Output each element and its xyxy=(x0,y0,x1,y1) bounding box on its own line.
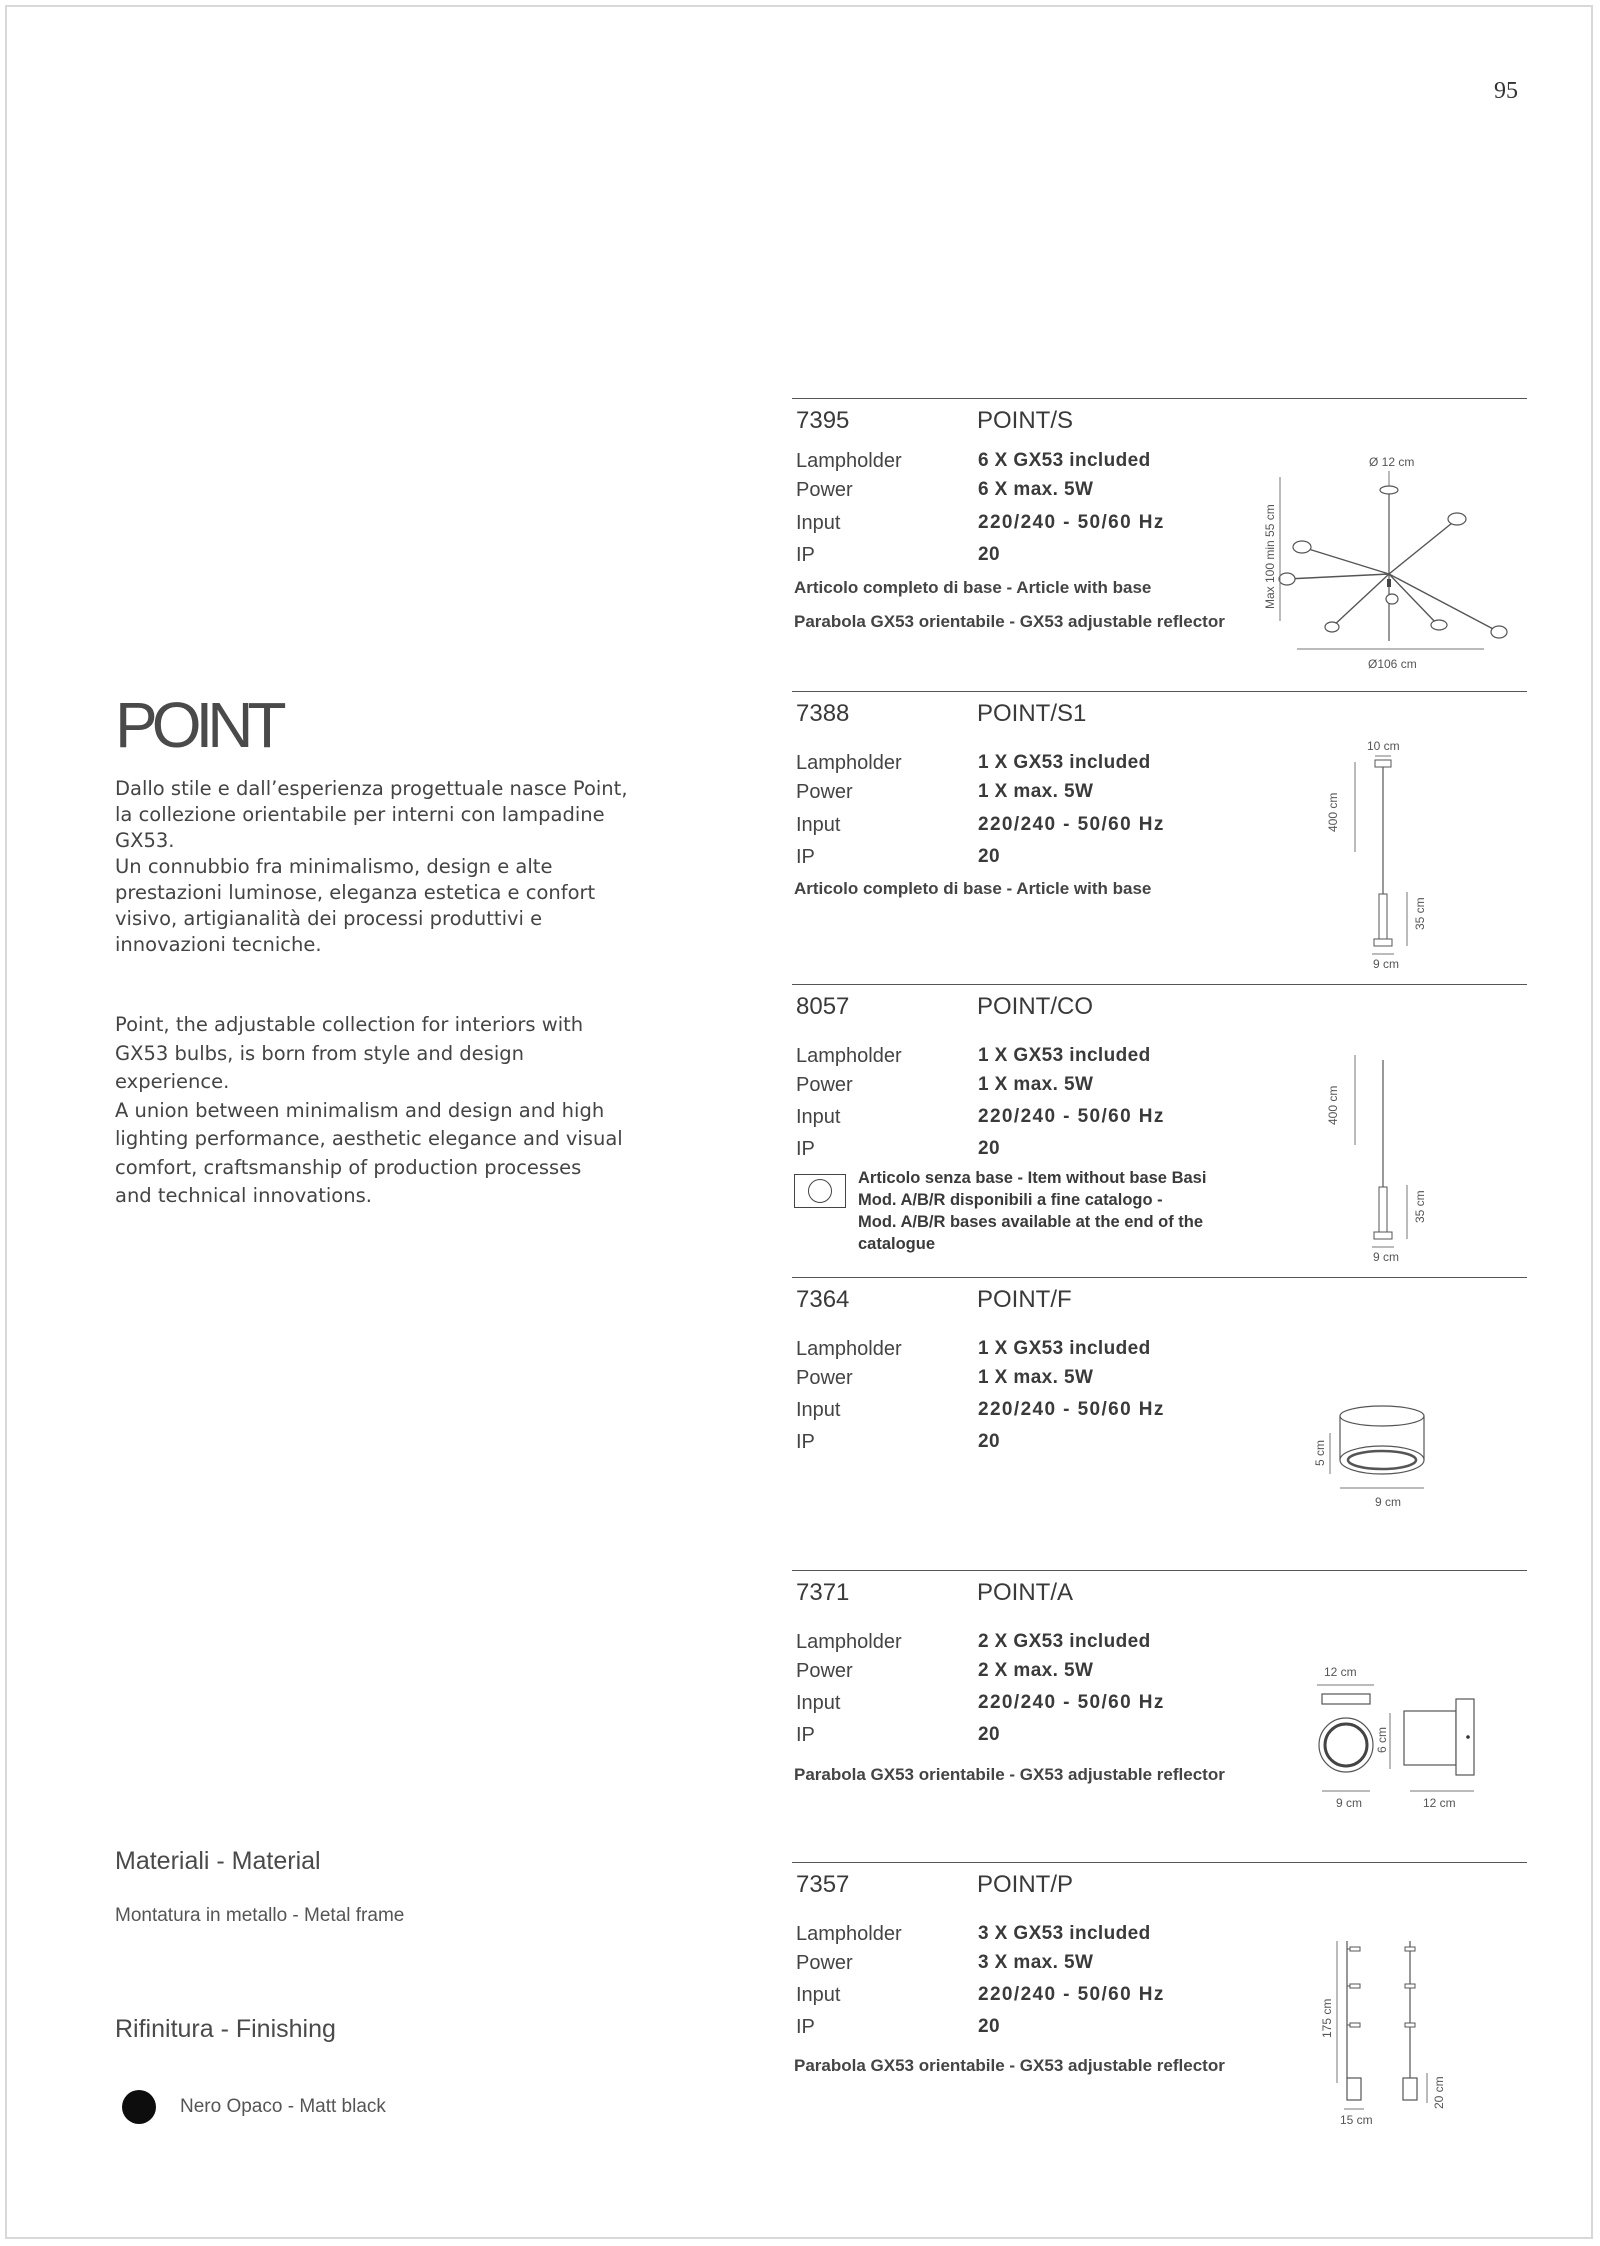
spec-label-ip: IP xyxy=(796,544,815,566)
spec-lampholder: 1 X GX53 included xyxy=(978,1045,1151,1066)
dim-side: 6 cm xyxy=(1375,1726,1389,1753)
dim-side: 400 cm xyxy=(1326,792,1340,832)
dim-side: Max 100 min 55 cm xyxy=(1263,504,1277,609)
spec-label-input: Input xyxy=(796,1106,841,1128)
note-no-base: Articolo senza base - Item without base Basi Mod. A/B/R disponibili a fine catalogo - Mod. A/B/R bases available at the end of the catalogue xyxy=(858,1169,1207,1253)
dim-top: 10 cm xyxy=(1367,739,1400,753)
spec-label-lampholder: Lampholder xyxy=(796,752,902,774)
spec-power: 6 X max. 5W xyxy=(978,479,1094,500)
product-7371 xyxy=(792,1570,1527,1861)
drawing-point-co xyxy=(1317,1025,1517,1265)
dim-side: 5 cm xyxy=(1313,1439,1327,1466)
note-reflector: Parabola GX53 orientabile - GX53 adjustable reflector xyxy=(794,2056,1225,2075)
dim-side: 175 cm xyxy=(1320,1998,1334,2038)
spec-label-power: Power xyxy=(796,1660,853,1682)
spec-lampholder: 3 X GX53 included xyxy=(978,1923,1151,1944)
drawing-point-a xyxy=(1292,1661,1527,1836)
product-7364 xyxy=(792,1277,1527,1568)
spec-input: 220/240 - 50/60 Hz xyxy=(978,1692,1165,1713)
dim-top: 12 cm xyxy=(1324,1665,1357,1679)
dim-bottom: 9 cm xyxy=(1375,1495,1402,1509)
spec-label-power: Power xyxy=(796,1367,853,1389)
brand-title: POINT xyxy=(115,689,281,761)
spec-label-input: Input xyxy=(796,1399,841,1421)
dim-bottom-right: 12 cm xyxy=(1423,1796,1456,1810)
product-name: POINT/F xyxy=(977,1286,1072,1313)
dim-bottom: 15 cm xyxy=(1340,2113,1373,2127)
product-name: POINT/CO xyxy=(977,993,1094,1020)
spec-label-power: Power xyxy=(796,1952,853,1974)
finish-swatch-black xyxy=(122,2090,156,2124)
spec-label-lampholder: Lampholder xyxy=(796,1631,902,1653)
spec-label-input: Input xyxy=(796,1692,841,1714)
drawing-point-s xyxy=(1262,449,1527,669)
note-reflector: Parabola GX53 orientabile - GX53 adjustable reflector xyxy=(794,612,1225,631)
spec-label-power: Power xyxy=(796,1074,853,1096)
product-code: 7395 xyxy=(796,407,850,434)
spec-input: 220/240 - 50/60 Hz xyxy=(978,1106,1165,1127)
spec-label-input: Input xyxy=(796,1984,841,2006)
spec-input: 220/240 - 50/60 Hz xyxy=(978,512,1165,533)
spec-ip: 20 xyxy=(978,846,1000,867)
spec-label-lampholder: Lampholder xyxy=(796,1923,902,1945)
spec-label-lampholder: Lampholder xyxy=(796,1338,902,1360)
intro-english: Point, the adjustable collection for interiors with GX53 bulbs, is born from style and design experience. A union between minimalism and design and high lighting performance, aesthetic elegance and visual comfort, craftsmanship of production processes and technical innovations. xyxy=(115,1013,623,1207)
dim-bottom: Ø106 cm xyxy=(1368,657,1417,671)
dim-side: 400 cm xyxy=(1326,1085,1340,1125)
spec-label-ip: IP xyxy=(796,1724,815,1746)
finishing-title: Rifinitura - Finishing xyxy=(115,2015,336,2043)
spec-label-ip: IP xyxy=(796,1138,815,1160)
dim-bottom-left: 9 cm xyxy=(1336,1796,1363,1810)
spec-label-ip: IP xyxy=(796,2016,815,2038)
spec-label-ip: IP xyxy=(796,1431,815,1453)
spec-ip: 20 xyxy=(978,544,1000,565)
spec-ip: 20 xyxy=(978,2016,1000,2037)
spec-power: 1 X max. 5W xyxy=(978,1367,1094,1388)
spec-power: 2 X max. 5W xyxy=(978,1660,1094,1681)
spec-input: 220/240 - 50/60 Hz xyxy=(978,1399,1165,1420)
dim-right: 35 cm xyxy=(1413,897,1427,930)
no-base-icon xyxy=(794,1174,846,1208)
product-8057 xyxy=(792,984,1527,1275)
spec-input: 220/240 - 50/60 Hz xyxy=(978,1984,1165,2005)
product-7357 xyxy=(792,1862,1527,2163)
spec-lampholder: 2 X GX53 included xyxy=(978,1631,1151,1652)
drawing-point-f xyxy=(1302,1398,1502,1548)
drawing-point-s1 xyxy=(1317,732,1517,972)
spec-lampholder: 1 X GX53 included xyxy=(978,1338,1151,1359)
spec-power: 1 X max. 5W xyxy=(978,781,1094,802)
spec-label-lampholder: Lampholder xyxy=(796,1045,902,1067)
finish-swatch-label: Nero Opaco - Matt black xyxy=(180,2096,386,2117)
spec-power: 3 X max. 5W xyxy=(978,1952,1094,1973)
spec-ip: 20 xyxy=(978,1138,1000,1159)
dim-right: 35 cm xyxy=(1413,1190,1427,1223)
product-code: 7388 xyxy=(796,700,850,727)
spec-ip: 20 xyxy=(978,1431,1000,1452)
product-name: POINT/P xyxy=(977,1871,1074,1898)
note-reflector: Parabola GX53 orientabile - GX53 adjustable reflector xyxy=(794,1765,1225,1784)
spec-power: 1 X max. 5W xyxy=(978,1074,1094,1095)
dim-bottom: 9 cm xyxy=(1373,957,1400,971)
material-text: Montatura in metallo - Metal frame xyxy=(115,1905,405,1926)
spec-lampholder: 6 X GX53 included xyxy=(978,450,1151,471)
dim-right: 20 cm xyxy=(1432,2076,1446,2109)
spec-ip: 20 xyxy=(978,1724,1000,1745)
product-code: 7371 xyxy=(796,1579,850,1606)
dim-top: Ø 12 cm xyxy=(1369,455,1415,469)
drawing-point-p xyxy=(1307,1933,1507,2173)
spec-label-lampholder: Lampholder xyxy=(796,450,902,472)
spec-lampholder: 1 X GX53 included xyxy=(978,752,1151,773)
spec-label-input: Input xyxy=(796,512,841,534)
product-code: 7357 xyxy=(796,1871,850,1898)
material-title: Materiali - Material xyxy=(115,1847,321,1875)
product-code: 7364 xyxy=(796,1286,850,1313)
dim-bottom: 9 cm xyxy=(1373,1250,1400,1264)
spec-label-ip: IP xyxy=(796,846,815,868)
product-7388 xyxy=(792,691,1527,982)
note-base: Articolo completo di base - Article with base xyxy=(794,578,1152,597)
product-7395 xyxy=(792,398,1527,689)
product-name: POINT/S1 xyxy=(977,700,1087,727)
product-name: POINT/S xyxy=(977,407,1074,434)
spec-label-power: Power xyxy=(796,479,853,501)
product-code: 8057 xyxy=(796,993,850,1020)
page-number: 95 xyxy=(1494,78,1518,104)
spec-label-input: Input xyxy=(796,814,841,836)
spec-input: 220/240 - 50/60 Hz xyxy=(978,814,1165,835)
intro-italian: Dallo stile e dall’esperienza progettuale nasce Point, la collezione orientabile per interni con lampadine GX53. Un connubbio fra minimalismo, design e alte prestazioni luminose, eleganza estetica e confort visivo, artigianalità dei processi produttivi e innovazioni tecniche. xyxy=(115,777,628,956)
product-name: POINT/A xyxy=(977,1579,1074,1606)
note-base: Articolo completo di base - Article with base xyxy=(794,879,1152,898)
spec-label-power: Power xyxy=(796,781,853,803)
